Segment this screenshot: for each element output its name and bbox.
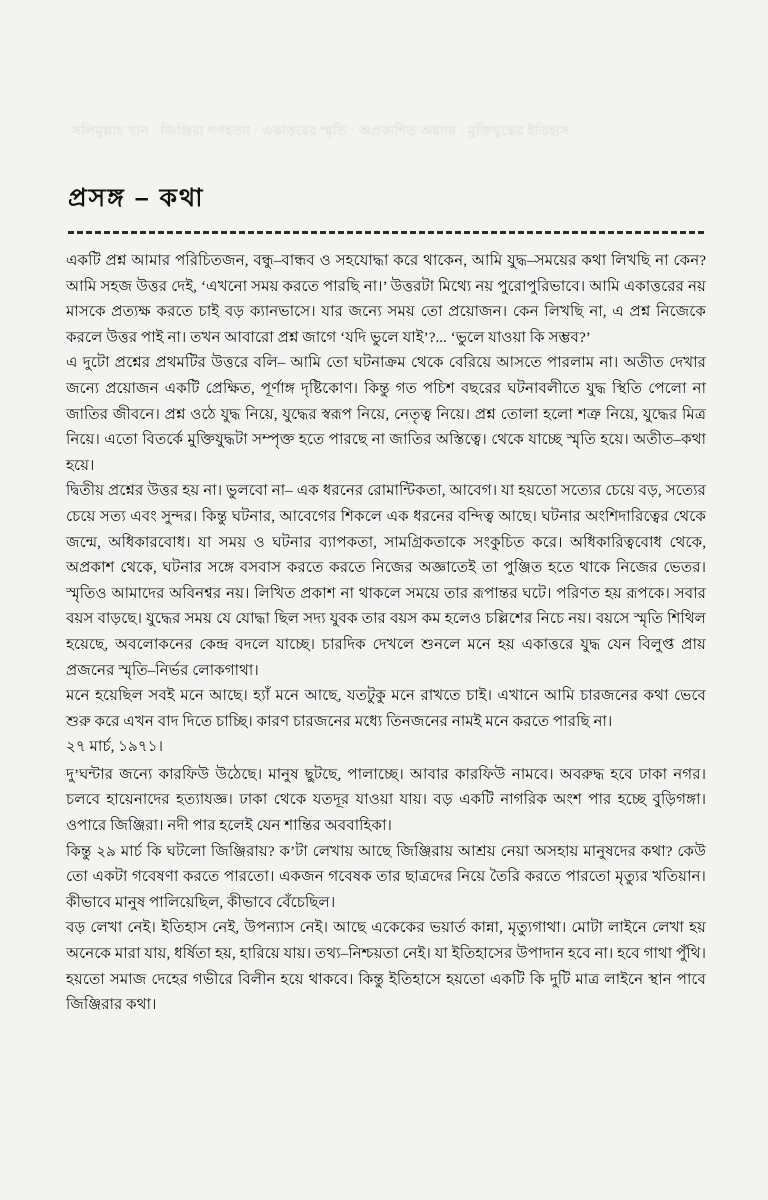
paragraph: বড় লেখা নেই। ইতিহাস নেই, উপন্যাস নেই। আছে একেকের ভয়ার্ত কান্না, মৃত্যুগাথা। মোটা লাইনে লেখা হয় অনেকে মারা যায়, ধর্ষিতা হয়, হারিয়ে যায়। তথ্য–নিশ্চয়তা নেই। যা ইতিহাসের উপাদান হবে না। হবে গাথা পুঁথি। হয়তো সমাজ দেহের গভীরে বিলীন হয়ে থাকবে। কিন্তু ইতিহাসে হয়তো একটি কি দুটি মাত্র লাইনে স্থান পাবে জিঞ্জিরার কথা। [66, 919, 706, 1014]
paragraph: মনে হয়েছিল সবই মনে আছে। হ্যাঁ মনে আছে, যতটুকু মনে রাখতে চাই। এখানে আমি চারজনের কথা ভেবে শুরু করে এখন বাদ দিতে চাচ্ছি। কারণ চারজনের মধ্যে তিনজনের নামই মনে করতে পারছি না। [66, 687, 706, 730]
paragraph: এ দুটো প্রশ্নের প্রথমটির উত্তরে বলি– আমি তো ঘটনাক্রম থেকে বেরিয়ে আসতে পারলাম না। অতীত দেখার জন্যে প্রয়োজন একটি প্রেক্ষিত, পূর্ণাঙ্গ দৃষ্টিকোণ। কিন্তু গত পচিশ বছরের ঘটনাবলীতে যুদ্ধ স্থিতি পেলো না জাতির জীবনে। প্রশ্ন ওঠে যুদ্ধ নিয়ে, যুদ্ধের স্বরূপ নিয়ে, নেতৃত্ব নিয়ে। প্রশ্ন তোলা হলো শত্রু নিয়ে, যুদ্ধের মিত্র নিয়ে। এতো বিতর্কে মুক্তিযুদ্ধটা সম্পৃক্ত হতে পারছে না জাতির অস্তিত্বে। থেকে যাচ্ছে স্মৃতি হয়ে। অতীত–কথা হয়ে। [66, 354, 706, 474]
paragraph: কিন্তু ২৯ মার্চ কি ঘটলো জিঞ্জিরায়? ক’টা লেখায় আছে জিঞ্জিরায় আশ্রয় নেয়া অসহায় মানুষদের কথা? কেউ তো একটা গবেষণা করতে পারতো। একজন গবেষক তার ছাত্রদের নিয়ে তৈরি করতে পারতো মৃত্যুর খতিয়ান। কীভাবে মানুষ পালিয়েছিল, কীভাবে বেঁচেছিল। [66, 842, 706, 911]
paragraph: দু’ঘন্টার জন্যে কারফিউ উঠেছে। মানুষ ছুটছে, পালাচ্ছে। আবার কারফিউ নামবে। অবরুদ্ধ হবে ঢাকা নগর। চলবে হায়েনাদের হত্যাযজ্ঞ। ঢাকা থেকে যতদূর যাওয়া যায়। বড় একটি নাগরিক অংশ পার হচ্ছে বুড়িগঙ্গা। ওপারে জিঞ্জিরা। নদী পার হলেই যেন শান্তির অববাহিকা। [66, 765, 706, 835]
page-title: প্রসঙ্গ – কথা [68, 184, 205, 212]
paragraph: একটি প্রশ্ন আমার পরিচিতজন, বন্ধু–বান্ধব ও সহযোদ্ধা করে থাকেন, আমি যুদ্ধ–সময়ের কথা লিখছি না কেন? আমি সহজ উত্তর দেই, ‘এখনো সময় করতে পারছি না।’ উত্তরটা মিথ্যে নয় পুরোপুরিভাবে। আমি একাত্তরের নয় মাসকে প্রত্যক্ষ করতে চাই বড় ক্যানভাসে। যার জন্যে সময় তো প্রয়োজন। কেন লিখছি না, এ প্রশ্ন নিজেকে করলে উত্তর পাই না। তখন আবারো প্রশ্ন জাগে ‘যদি ভুলে যাই’?... ‘ভুলে যাওয়া কি সম্ভব?’ [66, 252, 706, 346]
paragraph: দ্বিতীয় প্রশ্নের উত্তর হয় না। ভুলবো না– এক ধরনের রোমান্টিকতা, আবেগ। যা হয়তো সত্যের চেয়ে বড়, সত্যের চেয়ে সত্য এবং সুন্দর। কিন্তু ঘটনার, আবেগের শিকলে এক ধরনের বন্দিত্ব আছে। ঘটনার অংশিদারিত্বের থেকে জন্মে, অধিকারবোধ। যা সময় ও ঘটনার ব্যাপকতা, সামগ্রিকতাকে সংকুচিত করে। অধিকারিত্ববোধ থেকে, অপ্রকাশ থেকে, ঘটনার সঙ্গে বসবাস করতে করতে নিজের অজ্ঞাতেই তা পুঞ্জিত হতে থাকে নিজের ভেতর। স্মৃতিও আমাদের অবিনশ্বর নয়। লিখিত প্রকাশ না থাকলে সময়ে তার রূপান্তর ঘটে। পরিণত হয় রূপকে। সবার বয়স বাড়ছে। যুদ্ধের সময় যে যোদ্ধা ছিল সদ্য যুবক তার বয়স কম হলেও চল্লিশের নিচে নয়। বয়সে স্মৃতি শিথিল হয়েছে, অবলোকনের কেন্দ্র বদলে যাচ্ছে। চারদিক দেখলে শুনলে মনে হয় একাত্তরে যুদ্ধ যেন বিলুপ্ত প্রায় প্রজনের স্মৃতি–নির্ভর লোকগাথা। [66, 482, 706, 679]
date-line: ২৭ মার্চ, ১৯৭১। [66, 738, 164, 756]
body-text [66, 248, 706, 1018]
reverse-side-bleed-text: সলিমুল্লাহ খান · জিঞ্জিরা গণহত্যা · একাত্তরের স্মৃতি · অপ্রকাশিত অধ্যায় · মুক্তিযুদ্ধের ইতিহাস [72, 123, 570, 138]
title-divider [68, 231, 704, 234]
page-content [66, 178, 706, 1018]
